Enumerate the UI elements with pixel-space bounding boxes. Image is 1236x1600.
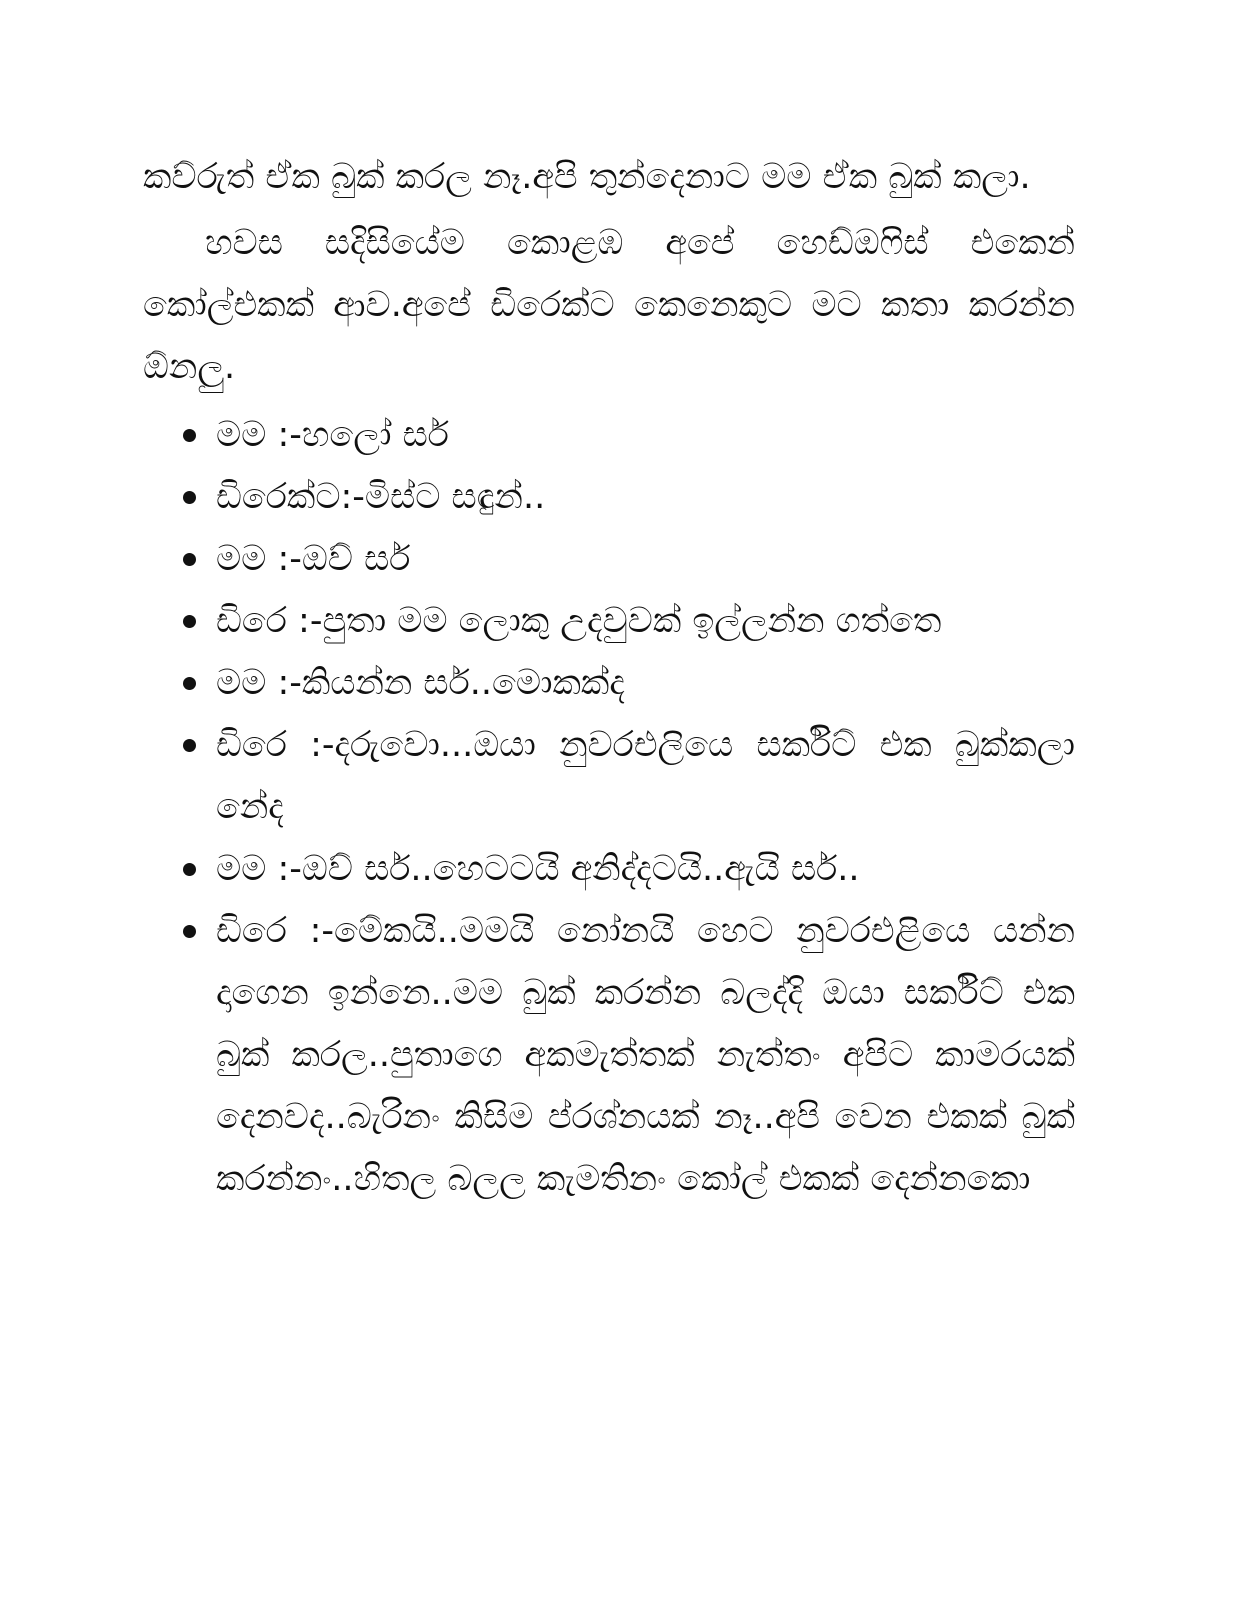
dialogue-line: මම :-ඔව් සර්..හෙටටයි අනිද්දටයි..ඇයි සර්.. <box>216 849 860 889</box>
list-item <box>216 404 1075 466</box>
list-item <box>216 590 1075 652</box>
dialogue-line: මම :-කියන්න සර්..මොකක්ද <box>216 663 625 703</box>
bullet-icon <box>183 615 196 628</box>
dialogue-line: ඩිරෙක්ට:-මිස්ට සඳුන්.. <box>216 477 546 517</box>
bullet-icon <box>183 491 196 504</box>
dialogue-line: මම :-හලෝ සර් <box>216 415 449 455</box>
list-item <box>216 466 1075 528</box>
list-item <box>216 900 1075 1210</box>
dialogue-line: ඩිරෙ :-පුතා මම ලොකු උදවුවක් ඉල්ලන්න ගත්තෙ <box>216 601 942 641</box>
dialogue-line: ඩිරෙ :-දරුවො...ඔයා නුවරඑලියෙ සර්කිට් එක බුක්කලා නේද <box>216 725 1075 827</box>
document-body <box>143 146 1075 1210</box>
dialogue-list <box>143 404 1075 1210</box>
bullet-icon <box>183 863 196 876</box>
bullet-icon <box>183 553 196 566</box>
bullet-icon <box>183 925 196 938</box>
bullet-icon <box>183 739 196 752</box>
list-item <box>216 838 1075 900</box>
dialogue-line: ඩිරෙ :-මේකයි..මමයි නෝනයි හෙට නුවරඑළියෙ යන්න දාගෙන ඉන්නෙ..මම බුක් කරන්න බලද්දි ඔයා සර්කිට් එක බුක් කරල..පුතාගෙ අකමැත්තක් නැත්තං අපිට කාමරයක් දෙනවද..බැරිනං කිසිම ප්රශ්නයක් නෑ..අපි වෙන එකක් බුක් කරන්නං..හිතල බලල කැමතිනං කෝල් එකක් දෙන්නකො <box>216 911 1075 1199</box>
list-item <box>216 528 1075 590</box>
paragraph-call: හවස සදිසියේම කොළඹ අපේ හෙඩ්ඔෆිස් එකෙන් කෝල්එකක් ආව.අපේ ඩිරෙක්ට කෙනෙකුට මට කතා කරන්න ඕනලු. <box>143 223 1075 387</box>
bullet-icon <box>183 429 196 442</box>
paragraph-booking: කව්රුත් ඒක බුක් කරල නෑ.අපි තුන්දෙනාට මම ඒක බුක් කලා. <box>143 157 1031 197</box>
bullet-icon <box>183 677 196 690</box>
list-item <box>216 714 1075 838</box>
dialogue-line: මම :-ඔව් සර් <box>216 539 411 579</box>
list-item <box>216 652 1075 714</box>
